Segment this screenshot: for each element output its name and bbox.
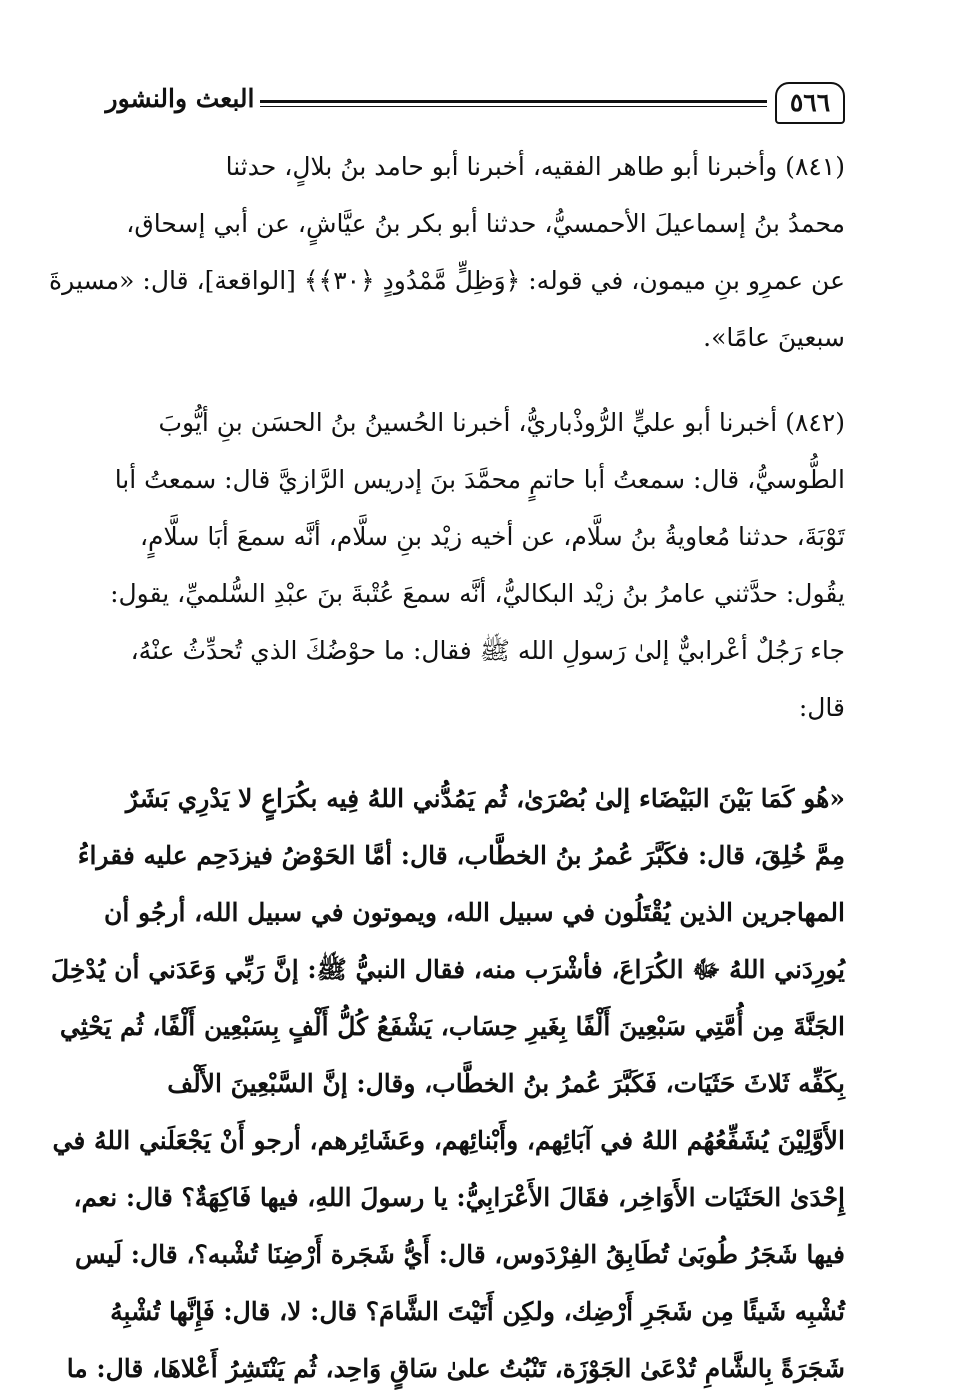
text-line: شَجَرَةً بِالشَّامِ تُدْعَىٰ الجَوْزَة، تَنْبُتُ علىٰ سَاقٍ وَاحِد، ثُم يَنْتَشِرُ أَعْلاهَا، قال: ما — [66, 1354, 845, 1383]
header-rule — [260, 100, 767, 107]
text-line: (٨٤٢) أخبرنا أبو عليٍّ الرُّوذْباريُّ، أخبرنا الحُسينُ بنُ الحسَن بنِ أيُّوبَ — [158, 408, 845, 437]
paragraph-gap — [100, 736, 845, 770]
page-number: ٥٦٦ — [775, 82, 845, 124]
text-line: محمدُ بنُ إسماعيلَ الأحمسيُّ، حدثنا أبو بكر بنُ عيَّاشٍ، عن أبي إسحاق، — [126, 209, 845, 238]
hadith-paragraph — [100, 394, 845, 736]
page-header — [100, 82, 845, 126]
text-line: مِمَّ خُلِقَ، قال: فكَبَّرَ عُمرُ بنُ الخطَّاب، قال: أمَّا الحَوْضُ فيزدَحِم عليه فقراءُ — [77, 841, 845, 870]
text-line: جاء رَجُلٌ أعْرابيٌّ إلىٰ رَسولِ الله ﷺ فقال: ما حوْضُكَ الذي تُحدِّثُ عنْهُ، — [130, 636, 845, 665]
text-line: الجَنَّةَ مِن أُمَّتِي سَبْعِينَ أَلْفًا بِغَيرِ حِسَاب، يَشْفَعُ كُلُّ أَلْفٍ بِسَبْعِين أَلْفًا، ثُم يَحْثِي — [59, 1012, 845, 1041]
text-line: الطُّوسيُّ، قال: سمعتُ أبا حاتمٍ محمَّدَ بنَ إدريس الرَّازيَّ قال: سمعتُ أبا — [114, 465, 845, 494]
text-line: تُشْبِه شَيئًا مِن شَجَرِ أَرْضِك، ولكِن أَتَيْتَ الشَّامَ؟ قال: لا، قال: فَإِنَّها تُشْبِهُ — [110, 1297, 845, 1326]
page-body — [49, 138, 845, 1397]
paragraph-gap — [100, 366, 845, 394]
text-line: يُورِدَني اللهُ ﷻ الكُرَاعَ، فأشْرَب منه، فقال النبيُّ ﷺ: إنَّ رَبِّي وَعَدَني أن يُدْخِلَ — [51, 955, 845, 984]
text-line: يقُول: حدَّثني عامرُ بنُ زيْد البكاليُّ، أنَّه سمعَ عُتْبةَ بنَ عبْدِ السُّلميِّ، يقول: — [110, 579, 845, 608]
text-line: إِحْدَىٰ الحَثَيَات الأَوَاخِر، فقَالَ الأَعْرَابِيُّ: يا رسولَ اللهِ، فيها فَاكِهَةٌ؟ قال: نعم، — [73, 1183, 845, 1212]
hadith-matn — [51, 770, 845, 1397]
text-line: فيها شَجَرُ طُوبَىٰ تُطَابِقُ الفِرْدَوس، قال: أَيُّ شَجَرة أَرْضِنَا تُشْبه؟، قال: لَيس — [75, 1240, 845, 1269]
text-line: عن عمرِو بنِ ميمون، في قوله: ﴿وَظِلٍّ مَّمْدُودٍ ﴿٣٠﴾﴾ [الواقعة]، قال: «مسيرةَ — [49, 266, 845, 295]
text-line: تَوْبَةَ، حدثنا مُعاويةُ بنُ سلَّام، عن أخيه زيْد بنِ سلَّام، أنَّه سمعَ أبَا سلَّامٍ، — [139, 522, 845, 551]
text-line: سبعينَ عامًا». — [703, 323, 845, 352]
text-line: الأَوَّلِيْنَ يُشَفِّعُهُم اللهُ في آبَائِهم، وأَبْنائِهم، وعَشَائِرهم، أرجو أَنْ يَجْعَلَني اللهُ في — [52, 1126, 845, 1155]
text-line: «هُو كَمَا بَيْنَ البَيْضَاء إلىٰ بُصْرَىٰ، ثُم يَمُدُّني اللهُ فِيه بكُرَاعٍ لا يَدْرِي بَشَرٌ — [125, 784, 845, 813]
text-line: المهاجرين الذين يُقْتَلُون في سبيل الله، ويموتون في سبيل الله، أرجُو أن — [104, 898, 845, 927]
book-title: البعث والنشور — [105, 84, 255, 113]
text-line: قال: — [798, 693, 845, 722]
hadith-paragraph — [49, 138, 845, 366]
text-line: (٨٤١) وأخبرنا أبو طاهر الفقيه، أخبرنا أبو حامد بنُ بلالٍ، حدثنا — [225, 152, 845, 181]
text-line: بِكَفِّه ثَلاثَ حَثَيَات، فَكَبَّرَ عُمرُ بنُ الخطَّاب، وقال: إنَّ السَّبْعِينَ الأَلْف — [167, 1069, 845, 1098]
